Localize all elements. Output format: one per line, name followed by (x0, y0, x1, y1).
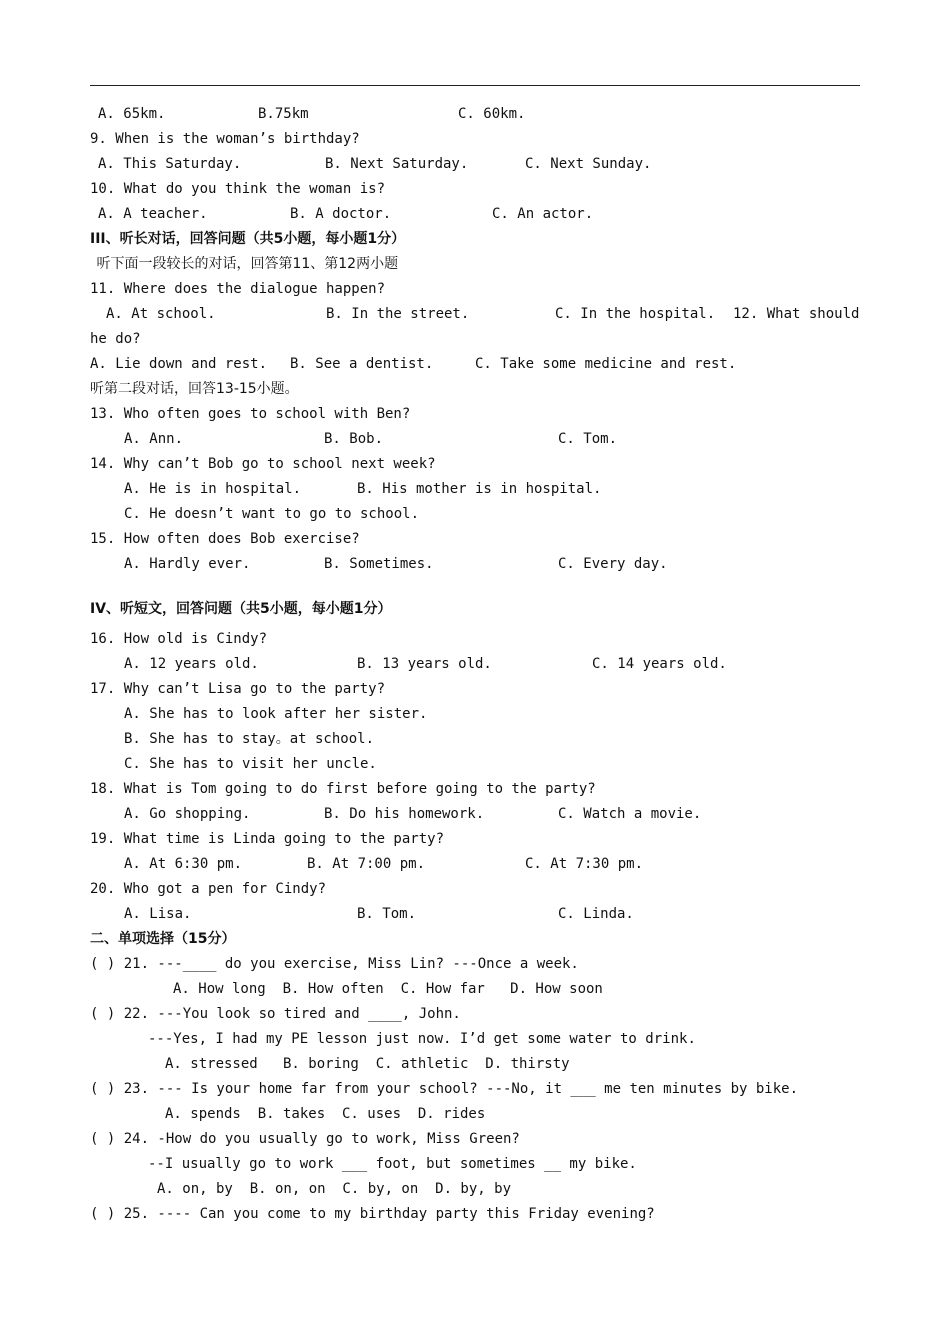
question-text: 10. What do you think the woman is? (90, 181, 386, 197)
answer-option: B. At 7:00 pm. (307, 856, 426, 872)
answer-option: B. Do his homework. (324, 806, 485, 822)
answer-option: C. An actor. (492, 206, 594, 222)
answer-option: B. Sometimes. (324, 556, 434, 572)
answer-option: A. How long B. How often C. How far D. How soon (173, 981, 603, 997)
answer-option: A. At school. (106, 306, 216, 322)
section-heading: 二、单项选择（15分） (90, 931, 236, 947)
question-text: 17. Why can’t Lisa go to the party? (90, 681, 386, 697)
answer-option: A. spends B. takes C. uses D. rides (165, 1106, 486, 1122)
question-text: 11. Where does the dialogue happen? (90, 281, 386, 297)
question-text: 18. What is Tom going to do first before going to the party? (90, 781, 596, 797)
answer-option: C. Take some medicine and rest. (475, 356, 737, 372)
answer-option: C. 14 years old. (592, 656, 727, 672)
question-text: ( ) 24. -How do you usually go to work, Miss Green? (90, 1131, 520, 1147)
question-text: ( ) 22. ---You look so tired and ____, John. (90, 1006, 461, 1022)
answer-option: A. Lisa. (124, 906, 192, 922)
answer-option: B. Bob. (324, 431, 384, 447)
question-text: 13. Who often goes to school with Ben? (90, 406, 411, 422)
question-text: ( ) 23. --- Is your home far from your school? ---No, it ___ me ten minutes by bike. (90, 1081, 799, 1097)
answer-option: A. He is in hospital. (124, 481, 302, 497)
answer-option: A. Ann. (124, 431, 184, 447)
answer-option: A. Go shopping. (124, 806, 251, 822)
answer-option: C. Tom. (558, 431, 618, 447)
header-rule (90, 85, 860, 86)
answer-option: B. Next Saturday. (325, 156, 469, 172)
question-text: 19. What time is Linda going to the party? (90, 831, 445, 847)
question-text: 9. When is the woman’s birthday? (90, 131, 360, 147)
answer-option: A. on, by B. on, on C. by, on D. by, by (157, 1181, 512, 1197)
answer-option: A. 65km. (98, 106, 166, 122)
answer-option: B. See a dentist. (290, 356, 434, 372)
answer-option: C. In the hospital. (555, 306, 716, 322)
answer-option: B. A doctor. (290, 206, 392, 222)
question-text: ( ) 25. ---- Can you come to my birthday party this Friday evening? (90, 1206, 655, 1222)
answer-option: A. At 6:30 pm. (124, 856, 243, 872)
answer-option: C. Every day. (558, 556, 668, 572)
answer-option: C. Linda. (558, 906, 634, 922)
question-text: 16. How old is Cindy? (90, 631, 268, 647)
answer-option: A. She has to look after her sister. (124, 706, 428, 722)
answer-option: C. Watch a movie. (558, 806, 702, 822)
answer-option: 12. What should (733, 306, 860, 322)
answer-option: B.75km (258, 106, 309, 122)
answer-option: B. His mother is in hospital. (357, 481, 602, 497)
section-heading: III、听长对话，回答问题（共5小题，每小题1分） (90, 231, 406, 247)
answer-option: C. She has to visit her uncle. (124, 756, 377, 772)
answer-option: ---Yes, I had my PE lesson just now. I’d get some water to drink. (148, 1031, 696, 1047)
answer-option: C. 60km. (458, 106, 526, 122)
section-heading: IV、听短文，回答问题（共5小题，每小题1分） (90, 601, 392, 617)
answer-option: A. 12 years old. (124, 656, 259, 672)
answer-option: A. Hardly ever. (124, 556, 251, 572)
answer-option: B. In the street. (326, 306, 470, 322)
instruction-text: 听第二段对话，回答13-15小题。 (90, 381, 299, 397)
answer-option: A. Lie down and rest. (90, 356, 268, 372)
answer-option: C. At 7:30 pm. (525, 856, 644, 872)
answer-option: --I usually go to work ___ foot, but sometimes __ my bike. (148, 1156, 637, 1172)
instruction-text: 听下面一段较长的对话，回答第11、第12两小题 (92, 256, 399, 272)
question-text: he do? (90, 331, 141, 347)
answer-option: B. Tom. (357, 906, 417, 922)
question-text: 14. Why can’t Bob go to school next week? (90, 456, 436, 472)
answer-option: C. He doesn’t want to go to school. (124, 506, 420, 522)
question-text: 15. How often does Bob exercise? (90, 531, 360, 547)
answer-option: B. 13 years old. (357, 656, 492, 672)
answer-option: A. A teacher. (98, 206, 208, 222)
question-text: ( ) 21. ---____ do you exercise, Miss Lin? ---Once a week. (90, 956, 579, 972)
answer-option: C. Next Sunday. (525, 156, 652, 172)
answer-option: A. This Saturday. (98, 156, 242, 172)
question-text: 20. Who got a pen for Cindy? (90, 881, 327, 897)
answer-option: B. She has to stay。at school. (124, 731, 375, 747)
answer-option: A. stressed B. boring C. athletic D. thirsty (165, 1056, 570, 1072)
